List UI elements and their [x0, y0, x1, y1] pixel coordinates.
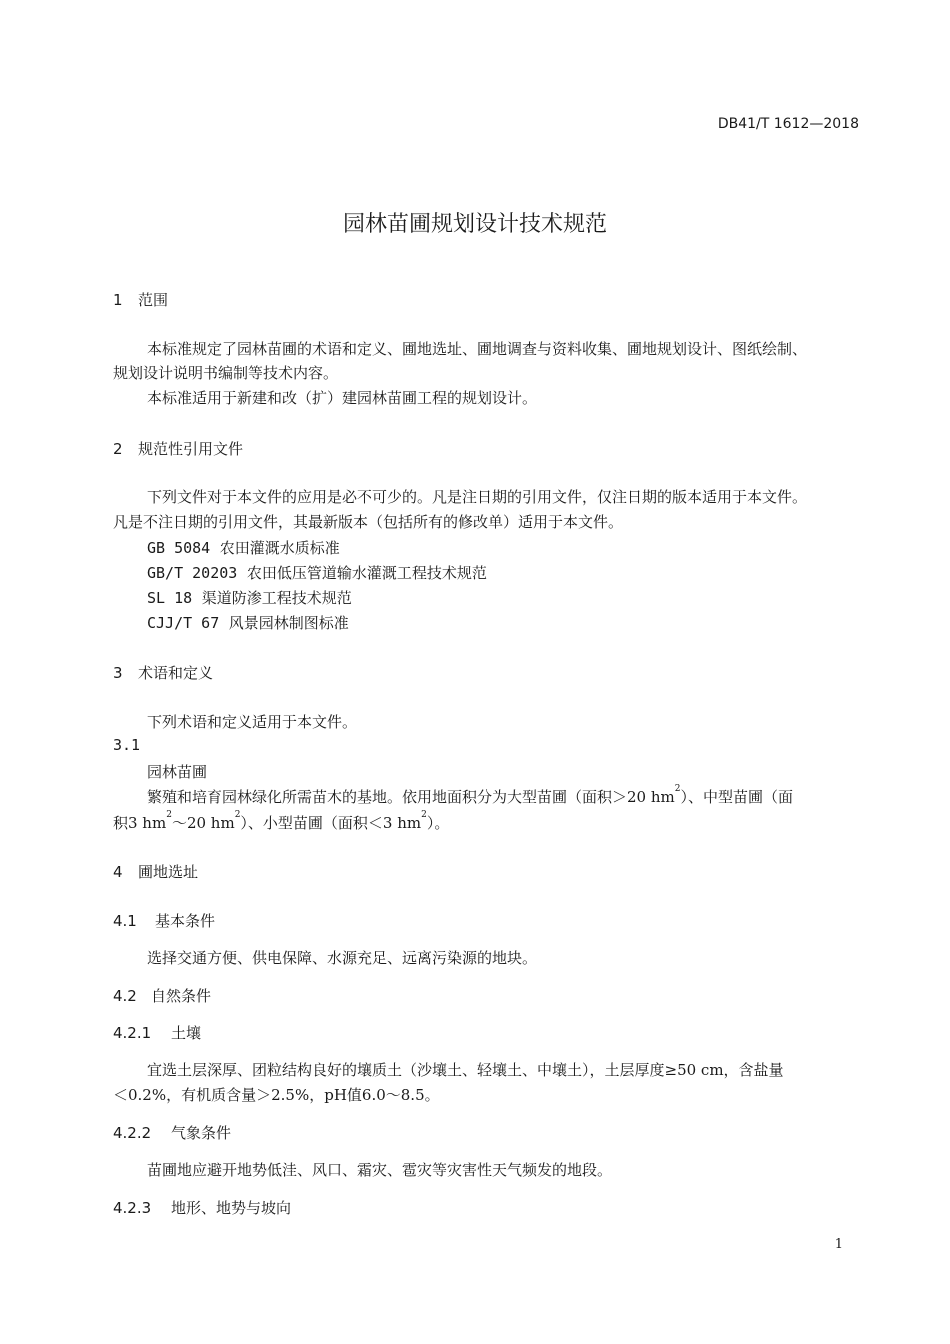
definition-text: ）、小型苗圃（面积＜3 hm — [240, 814, 422, 832]
section-number: 4.2.2 — [113, 1124, 152, 1142]
paragraph: ＜0.2%，有机质含量＞2.5%，pH值6.0～8.5。 — [113, 1086, 440, 1104]
section-2-heading — [113, 438, 243, 459]
section-number: 1 — [113, 291, 123, 309]
superscript: 2 — [421, 810, 427, 820]
section-number: 4.2 — [113, 987, 137, 1005]
definition-text: ）、中型苗圃（面 — [680, 788, 793, 806]
subsection-4-2-3-heading — [113, 1197, 291, 1218]
reference-name: 风景园林制图标准 — [228, 614, 349, 632]
subsection-4-2-1-heading — [113, 1022, 201, 1043]
subsection-4-2-heading — [113, 985, 211, 1006]
section-1-heading — [113, 289, 168, 310]
reference-item — [147, 537, 340, 558]
section-title: 术语和定义 — [138, 664, 214, 682]
paragraph: 下列文件对于本文件的应用是必不可少的。凡是注日期的引用文件，仅注日期的版本适用于本文件。 — [147, 488, 808, 506]
definition-text: 繁殖和培育园林绿化所需苗木的基地。依用地面积分为大型苗圃（面积＞20 hm — [147, 788, 675, 806]
section-title: 基本条件 — [155, 912, 216, 930]
section-number: 4.1 — [113, 912, 137, 930]
subsection-4-2-2-heading — [113, 1122, 231, 1143]
standard-code: DB41/T 1612—2018 — [717, 116, 859, 132]
paragraph: 宜选土层深厚、团粒结构良好的壤质土（沙壤土、轻壤土、中壤土），土层厚度≥50 cm，含盐量 — [147, 1061, 784, 1079]
paragraph: 下列术语和定义适用于本文件。 — [147, 713, 358, 731]
reference-item — [147, 612, 349, 633]
definition-text: ～20 hm — [171, 814, 235, 832]
definition-text: ）。 — [426, 814, 450, 832]
reference-code: SL 18 — [147, 589, 193, 607]
term-definition — [113, 812, 449, 833]
superscript: 2 — [234, 810, 241, 820]
section-title: 范围 — [138, 291, 169, 309]
section-title: 规范性引用文件 — [138, 440, 244, 458]
section-title: 圃地选址 — [138, 863, 199, 881]
subsection-4-1-heading — [113, 910, 215, 931]
section-number: 3 — [113, 664, 123, 682]
definition-text: 积3 hm — [113, 814, 167, 832]
section-title: 气象条件 — [171, 1124, 232, 1142]
paragraph: 苗圃地应避开地势低洼、风口、霜灾、雹灾等灾害性天气频发的地段。 — [147, 1161, 613, 1179]
paragraph: 选择交通方便、供电保障、水源充足、远离污染源的地块。 — [147, 949, 538, 967]
reference-name: 渠道防渗工程技术规范 — [201, 589, 352, 607]
document-title: 园林苗圃规划设计技术规范 — [342, 212, 607, 237]
term-number: 3.1 — [113, 736, 141, 754]
reference-item — [147, 587, 352, 608]
section-4-heading — [113, 861, 198, 882]
section-title: 地形、地势与坡向 — [171, 1199, 292, 1217]
reference-code: GB/T 20203 — [147, 564, 238, 582]
reference-name: 农田灌溉水质标准 — [219, 539, 340, 557]
reference-name: 农田低压管道输水灌溉工程技术规范 — [246, 564, 487, 582]
section-title: 土壤 — [171, 1024, 202, 1042]
paragraph: 本标准规定了园林苗圃的术语和定义、圃地选址、圃地调查与资料收集、圃地规划设计、图纸绘制、 — [147, 340, 808, 358]
reference-item — [147, 562, 487, 583]
paragraph: 凡是不注日期的引用文件，其最新版本（包括所有的修改单）适用于本文件。 — [113, 513, 624, 531]
section-3-heading — [113, 662, 213, 683]
paragraph: 规划设计说明书编制等技术内容。 — [113, 364, 339, 382]
page-number: 1 — [834, 1237, 843, 1252]
term-definition — [147, 786, 793, 807]
term-name: 园林苗圃 — [147, 763, 208, 781]
section-number: 4 — [113, 863, 123, 881]
reference-code: GB 5084 — [147, 539, 211, 557]
section-number: 2 — [113, 440, 123, 458]
section-number: 4.2.3 — [113, 1199, 152, 1217]
superscript: 2 — [166, 810, 172, 820]
reference-code: CJJ/T 67 — [147, 614, 220, 632]
section-number: 4.2.1 — [113, 1024, 152, 1042]
section-title: 自然条件 — [151, 987, 212, 1005]
paragraph: 本标准适用于新建和改（扩）建园林苗圃工程的规划设计。 — [147, 389, 538, 407]
superscript: 2 — [674, 784, 681, 794]
